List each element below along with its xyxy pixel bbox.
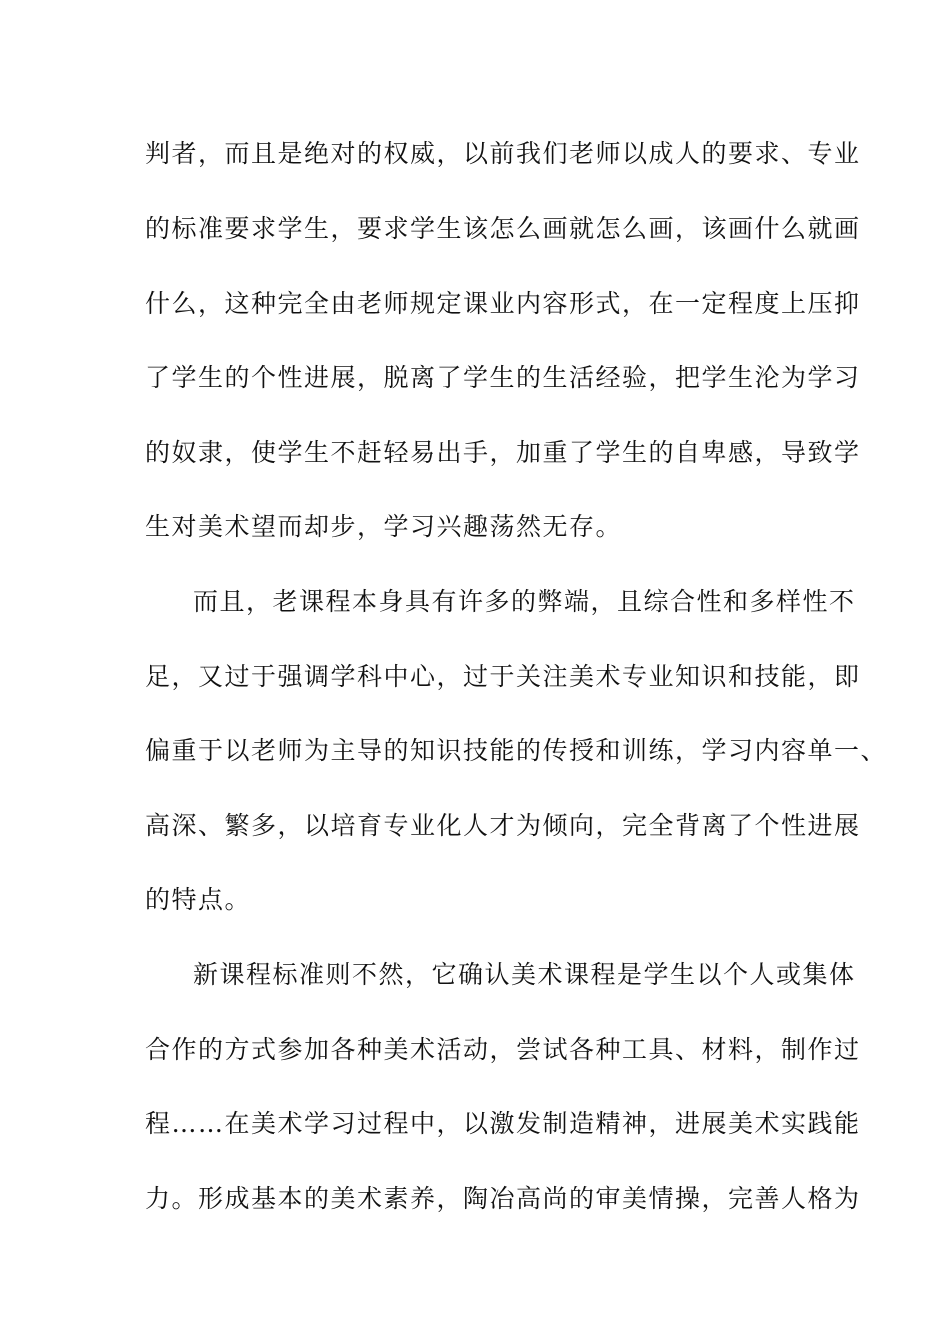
text-line-2: 的标准要求学生，要求学生该怎么画就怎么画，该画什么就画 — [145, 214, 861, 243]
text-line-12: 新课程标准则不然，它确认美术课程是学生以个人或集体 — [193, 960, 856, 989]
text-line-10: 高深、繁多，以培育专业化人才为倾向，完全背离了个性进展 — [145, 811, 861, 840]
text-line-9: 偏重于以老师为主导的知识技能的传授和训练，学习内容单一、 — [145, 736, 888, 765]
text-line-14: 程……在美术学习过程中，以激发制造精神，进展美术实践能 — [145, 1109, 861, 1138]
text-line-15: 力。形成基本的美术素养，陶冶高尚的审美情操，完善人格为 — [145, 1184, 861, 1213]
text-line-4: 了学生的个性进展，脱离了学生的生活经验，把学生沦为学习 — [145, 363, 861, 392]
text-line-1: 判者，而且是绝对的权威，以前我们老师以成人的要求、专业 — [145, 139, 861, 168]
text-line-5: 的奴隶，使学生不赶轻易出手，加重了学生的自卑感，导致学 — [145, 438, 861, 467]
text-line-11: 的特点。 — [145, 885, 252, 914]
text-line-7: 而且，老课程本身具有许多的弊端，且综合性和多样性不 — [193, 587, 856, 616]
text-line-13: 合作的方式参加各种美术活动，尝试各种工具、材料，制作过 — [145, 1035, 861, 1064]
text-line-3: 什么，这种完全由老师规定课业内容形式，在一定程度上压抑 — [145, 289, 861, 318]
text-line-8: 足，又过于强调学科中心，过于关注美术专业知识和技能，即 — [145, 662, 861, 691]
text-line-6: 生对美术望而却步，学习兴趣荡然无存。 — [145, 512, 623, 541]
